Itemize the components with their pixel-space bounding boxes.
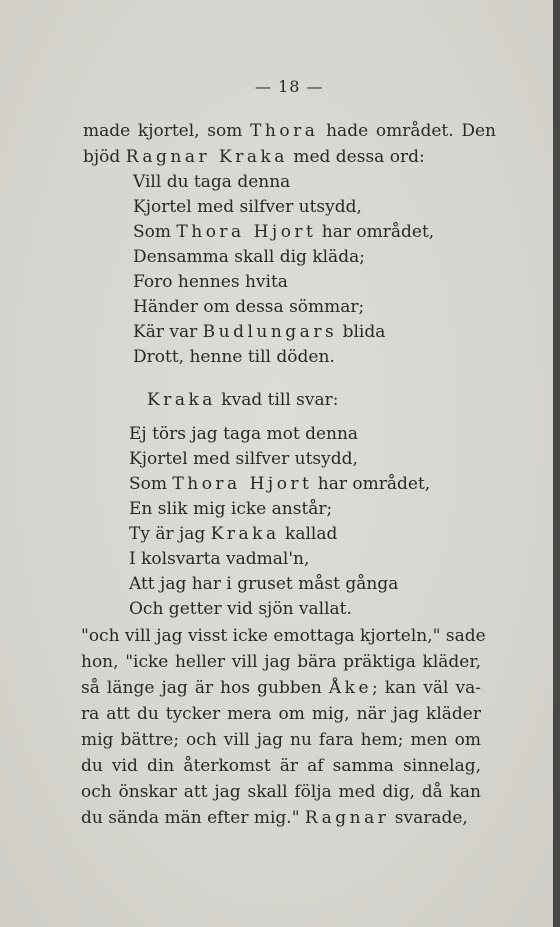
verse-line (133, 322, 385, 342)
verse-line (133, 172, 290, 192)
text: blida (337, 322, 386, 342)
text: har området, (312, 474, 431, 494)
text: Drott, henne till döden. (133, 347, 335, 367)
text: Som (129, 474, 173, 494)
text: kallad (279, 524, 338, 544)
text: Kjortel med silfver utsydd, (133, 197, 362, 217)
text: och önskar att jag skall följa med dig, då kan (81, 782, 481, 802)
prose-line (83, 121, 496, 141)
prose-line (81, 704, 481, 724)
verse-line (129, 449, 358, 469)
text: kvad till svar: (215, 390, 339, 410)
text: I kolsvarta vadmal'n, (129, 549, 310, 569)
verse-line (129, 524, 337, 544)
text: Och getter vid sjön vallat. (129, 599, 352, 619)
text: Att jag har i gruset måst gånga (129, 574, 399, 594)
text: har området, (316, 222, 435, 242)
text: hon, "icke heller vill jag bära präktiga kläder, (81, 652, 481, 672)
prose-line (83, 147, 425, 167)
name-text: Budlungars (202, 322, 338, 342)
name-text: Thora (250, 121, 319, 141)
text: Ty är jag (129, 524, 211, 544)
text: bjöd (83, 147, 126, 167)
text: Som (133, 222, 177, 242)
prose-line (81, 626, 486, 646)
verse-line (133, 297, 364, 317)
prose-line (81, 652, 481, 672)
name-text: Kraka (147, 390, 216, 410)
text: med dessa ord: (287, 147, 425, 167)
text: svarade, (389, 808, 468, 828)
text: så länge jag är hos gubben (81, 678, 329, 698)
verse-line (133, 247, 365, 267)
verse-line (129, 574, 398, 594)
verse-line (133, 197, 362, 217)
prose-line (81, 730, 481, 750)
text: En slik mig icke anstår; (129, 499, 333, 519)
verse-line (129, 599, 352, 619)
name-text: Thora Hjort (176, 222, 317, 242)
text: Kär var (133, 322, 203, 342)
text: hade området. Den (318, 121, 496, 141)
prose-line (81, 756, 481, 776)
page-edge (553, 0, 560, 927)
text: made kjortel, som (83, 121, 251, 141)
text: "och vill jag visst icke emottaga kjorteln," sade (81, 626, 486, 646)
prose-line (81, 808, 468, 828)
verse-line (133, 272, 288, 292)
text: Vill du taga denna (133, 172, 291, 192)
text: Densamma skall dig kläda; (133, 247, 365, 267)
verse-line (129, 424, 358, 444)
prose-line (81, 782, 481, 802)
verse-line (129, 474, 430, 494)
text: Händer om dessa sömmar; (133, 297, 365, 317)
text: ; kan väl va- (372, 678, 482, 698)
page-number: — 18 — (255, 77, 324, 96)
verse-line (133, 347, 335, 367)
name-text: Ragnar Kraka (125, 147, 288, 167)
text: mig bättre; och vill jag nu fara hem; men om (81, 730, 481, 750)
text: du sända män efter mig." (81, 808, 305, 828)
name-text: Ragnar (304, 808, 390, 828)
text: Ej törs jag taga mot denna (129, 424, 359, 444)
text: du vid din återkomst är af samma sinnelag, (81, 756, 481, 776)
name-text: Kraka (210, 524, 280, 544)
name-text: Thora Hjort (172, 474, 313, 494)
verse-line (129, 499, 332, 519)
verse-line (133, 222, 434, 242)
reply-intro (147, 390, 339, 410)
name-text: Åke (328, 678, 372, 698)
verse-line (129, 549, 309, 569)
text: Kjortel med silfver utsydd, (129, 449, 358, 469)
text: Foro hennes hvita (133, 272, 288, 292)
prose-line (81, 678, 481, 698)
text: ra att du tycker mera om mig, när jag kläder (81, 704, 481, 724)
